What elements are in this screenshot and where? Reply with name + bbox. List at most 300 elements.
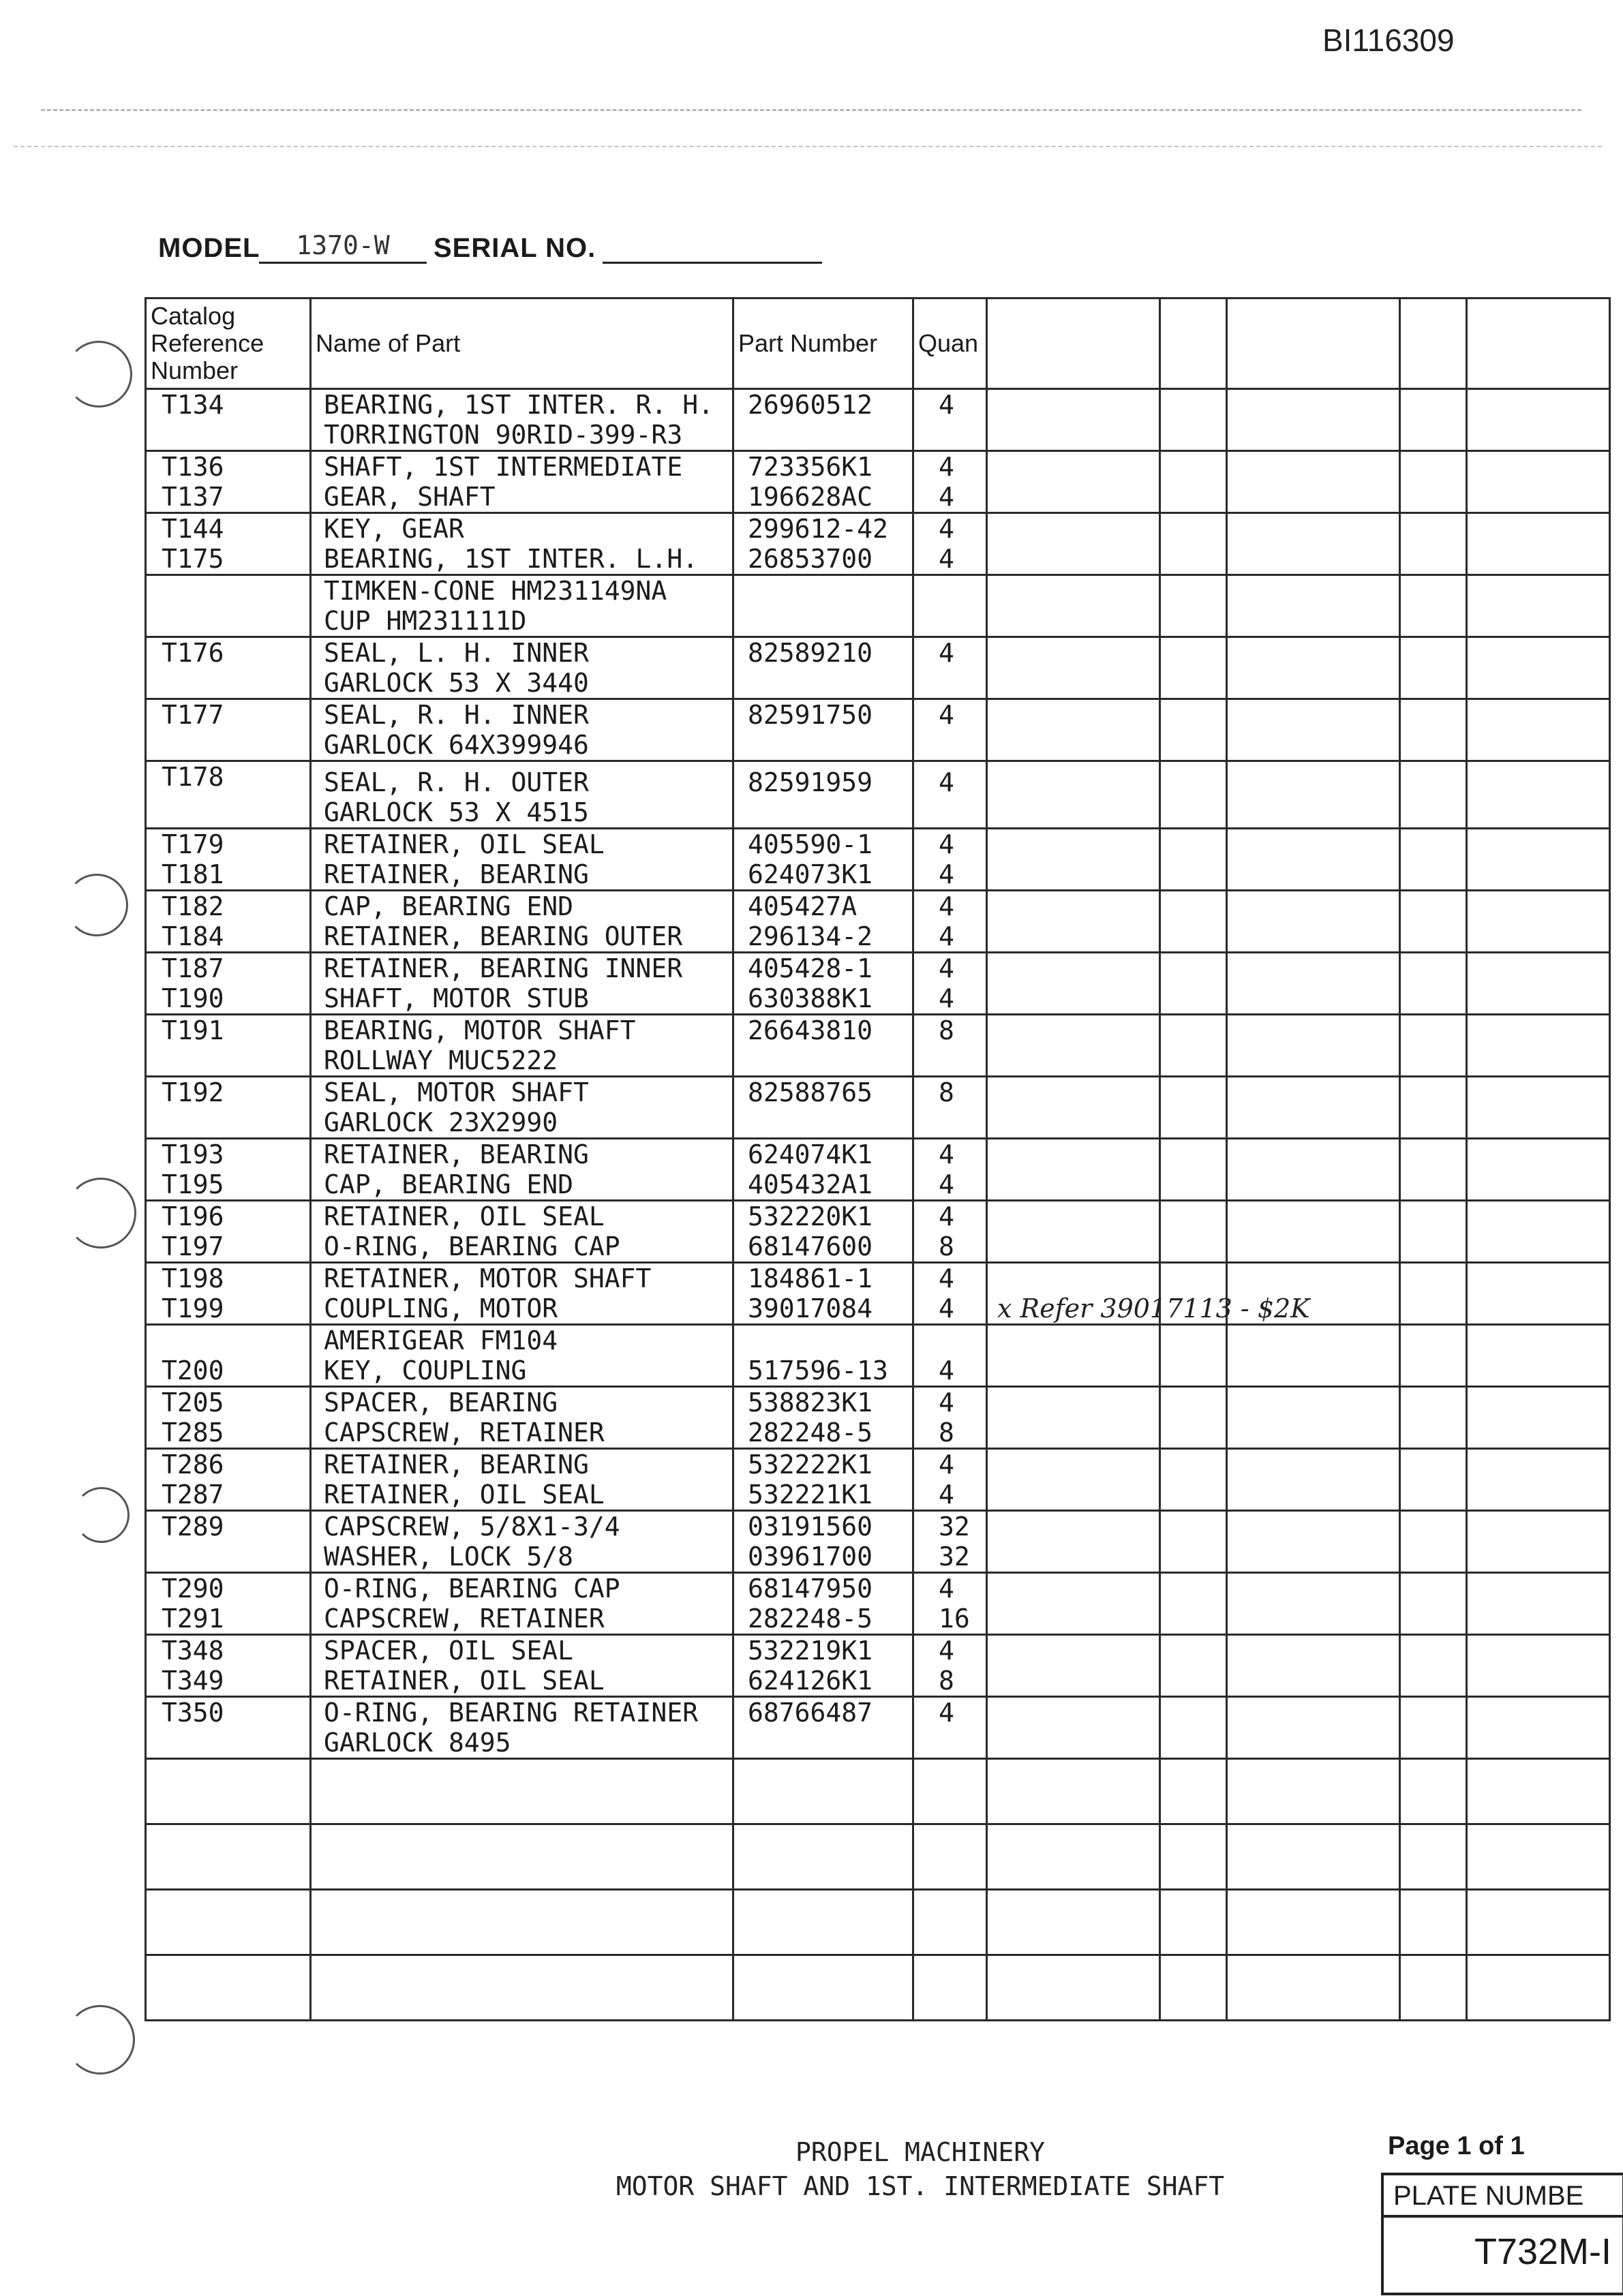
cell-blank: [1160, 1635, 1227, 1697]
cell-blank: [1400, 1325, 1467, 1387]
cell-ref: [146, 829, 311, 891]
cell-blank: [1400, 1697, 1467, 1759]
ref-text: T287: [162, 1480, 224, 1510]
cell-blank: [1467, 575, 1610, 637]
name-text: O-RING, BEARING RETAINER: [324, 1698, 699, 1728]
cell-name: [311, 699, 733, 761]
qty-text: 4: [939, 482, 954, 512]
part-text: 184861-1: [748, 1264, 873, 1294]
table-row: [146, 575, 1610, 637]
cell-blank: [1160, 575, 1227, 637]
part-text: 405432A1: [748, 1169, 873, 1199]
cell-blank: [1467, 1511, 1610, 1573]
cell-blank: [1467, 1263, 1610, 1325]
qty-text: 8: [939, 1666, 954, 1696]
table-row: [146, 513, 1610, 575]
qty-text: 4: [939, 1574, 954, 1604]
name-text: GARLOCK 53 X 4515: [324, 797, 589, 827]
header-blank: [1160, 299, 1227, 389]
cell-blank: [1227, 1015, 1400, 1077]
part-text: 68147950: [748, 1574, 873, 1604]
cell-blank: [1400, 761, 1467, 829]
cell-blank: [1400, 389, 1467, 451]
cell-part: [733, 1325, 913, 1387]
hole-punch-mark: [65, 874, 128, 936]
cell-blank: [146, 1955, 311, 2021]
ref-text: T181: [162, 859, 224, 889]
name-text: TIMKEN-CONE HM231149NA: [324, 576, 667, 606]
name-text: RETAINER, BEARING: [324, 1139, 589, 1169]
ref-text: T290: [162, 1574, 224, 1604]
cell-blank: [1467, 1201, 1610, 1263]
part-text: 26643810: [748, 1015, 873, 1045]
cell-blank: [1160, 1824, 1227, 1890]
name-text: RETAINER, OIL SEAL: [324, 1666, 605, 1696]
cell-name: [311, 1139, 733, 1201]
table-row: [146, 1325, 1610, 1387]
cell-blank: [1227, 513, 1400, 575]
ref-text: T136: [162, 452, 224, 482]
cell-blank: [1400, 513, 1467, 575]
table-header-row: [146, 299, 1610, 389]
cell-qty: [913, 1387, 987, 1449]
cell-blank: [1467, 1077, 1610, 1139]
name-text: SPACER, OIL SEAL: [324, 1636, 574, 1666]
cell-blank: [1160, 1077, 1227, 1139]
cell-ref: [146, 699, 311, 761]
cell-blank: [1400, 1511, 1467, 1573]
cell-qty: [913, 389, 987, 451]
ref-text: T187: [162, 953, 224, 983]
plate-number-value: T732M-I: [1474, 2231, 1611, 2272]
cell-blank: [1400, 829, 1467, 891]
cell-name: [311, 891, 733, 953]
table-row: [146, 891, 1610, 953]
name-text: RETAINER, BEARING: [324, 859, 589, 889]
cell-part: [733, 389, 913, 451]
part-text: 532219K1: [748, 1636, 873, 1666]
part-text: 624073K1: [748, 859, 873, 889]
cell-name: [311, 1387, 733, 1449]
part-text: 03961700: [748, 1542, 873, 1572]
ref-text: T289: [162, 1512, 224, 1542]
part-text: 630388K1: [748, 983, 873, 1013]
ref-text: T190: [162, 983, 224, 1013]
qty-text: 4: [939, 514, 954, 544]
cell-blank: [146, 1824, 311, 1890]
cell-blank: [987, 1511, 1160, 1573]
cell-blank: [1160, 513, 1227, 575]
cell-name: [311, 1573, 733, 1635]
cell-blank: [1227, 451, 1400, 513]
name-text: SEAL, R. H. INNER: [324, 700, 589, 730]
cell-ref: [146, 1325, 311, 1387]
cell-part: [733, 1511, 913, 1573]
qty-text: 4: [939, 1636, 954, 1666]
cell-blank: [1160, 1387, 1227, 1449]
cell-blank: [733, 1955, 913, 2021]
cell-blank: [1467, 829, 1610, 891]
cell-part: [733, 1139, 913, 1201]
cell-blank: [987, 699, 1160, 761]
cell-blank: [1400, 891, 1467, 953]
ref-text: T137: [162, 482, 224, 512]
cell-blank: [1160, 637, 1227, 699]
cell-blank: [1227, 1387, 1400, 1449]
name-text: GARLOCK 64X399946: [324, 730, 589, 760]
table-row: [146, 699, 1610, 761]
part-text: 26853700: [748, 544, 873, 574]
qty-text: 4: [939, 1698, 954, 1728]
cell-blank: [1227, 1955, 1400, 2021]
header-blank: [1400, 299, 1467, 389]
ref-text: T182: [162, 891, 224, 921]
cell-part: [733, 1387, 913, 1449]
ref-text: T199: [162, 1294, 224, 1323]
cell-blank: [1160, 451, 1227, 513]
cell-qty: [913, 891, 987, 953]
qty-text: 32: [939, 1512, 970, 1542]
cell-ref: [146, 1077, 311, 1139]
model-value: 1370-W: [259, 230, 427, 264]
cell-part: [733, 829, 913, 891]
cell-part: [733, 891, 913, 953]
cell-blank: [913, 1824, 987, 1890]
cell-blank: [1227, 829, 1400, 891]
cell-blank: [987, 1955, 1160, 2021]
cell-blank: [987, 1449, 1160, 1511]
cell-qty: [913, 1635, 987, 1697]
table-row: [146, 1511, 1610, 1573]
table-row: [146, 761, 1610, 829]
name-text: RETAINER, MOTOR SHAFT: [324, 1264, 652, 1294]
cell-ref: [146, 1697, 311, 1759]
cell-ref: [146, 389, 311, 451]
cell-ref: [146, 1573, 311, 1635]
name-text: TORRINGTON 90RID-399-R3: [324, 420, 683, 450]
scan-artifact-line: [14, 146, 1602, 147]
cell-blank: [1400, 1824, 1467, 1890]
table-row: [146, 1449, 1610, 1511]
cell-blank: [1227, 1573, 1400, 1635]
cell-blank: [1467, 1824, 1610, 1890]
name-text: AMERIGEAR FM104: [324, 1326, 558, 1356]
qty-text: 4: [939, 390, 954, 420]
cell-qty: [913, 1263, 987, 1325]
cell-blank: [987, 513, 1160, 575]
name-text: KEY, GEAR: [324, 514, 464, 544]
name-text: RETAINER, BEARING: [324, 1450, 589, 1480]
empty-table-row: [146, 1759, 1610, 1824]
cell-blank: [1227, 761, 1400, 829]
cell-blank: [311, 1890, 733, 1955]
qty-text: 8: [939, 1015, 954, 1045]
cell-blank: [1227, 1824, 1400, 1890]
cell-part: [733, 637, 913, 699]
cell-blank: [1400, 1077, 1467, 1139]
cell-ref: [146, 1449, 311, 1511]
name-text: RETAINER, OIL SEAL: [324, 829, 605, 859]
plate-number-box: [1381, 2173, 1623, 2295]
cell-qty: [913, 1139, 987, 1201]
page-indicator: Page 1 of 1: [1388, 2132, 1525, 2160]
cell-blank: [1160, 1449, 1227, 1511]
empty-table-row: [146, 1955, 1610, 2021]
hole-punch-mark: [65, 2005, 135, 2075]
name-text: GEAR, SHAFT: [324, 482, 496, 512]
header-quantity: Quan: [913, 299, 987, 389]
cell-blank: [1160, 1955, 1227, 2021]
ref-text: T291: [162, 1604, 224, 1634]
name-text: SEAL, L. H. INNER: [324, 638, 589, 668]
cell-blank: [146, 1759, 311, 1824]
qty-text: 4: [939, 452, 954, 482]
cell-blank: [1227, 1077, 1400, 1139]
cell-ref: [146, 761, 311, 829]
document-id: BI116309: [1322, 22, 1455, 58]
ref-text: T198: [162, 1264, 224, 1294]
cell-blank: [1467, 1015, 1610, 1077]
cell-blank: [1400, 1573, 1467, 1635]
cell-name: [311, 637, 733, 699]
cell-blank: [1400, 1635, 1467, 1697]
cell-blank: [1400, 953, 1467, 1015]
name-text: BEARING, MOTOR SHAFT: [324, 1015, 636, 1045]
cell-blank: [1160, 1890, 1227, 1955]
qty-text: 4: [939, 1264, 954, 1294]
qty-text: 4: [939, 1139, 954, 1169]
cell-part: [733, 513, 913, 575]
cell-blank: [1467, 389, 1610, 451]
cell-part: [733, 451, 913, 513]
plate-number-label: PLATE NUMBE: [1384, 2175, 1622, 2218]
cell-blank: [987, 1890, 1160, 1955]
cell-blank: [1160, 1201, 1227, 1263]
name-text: RETAINER, OIL SEAL: [324, 1201, 605, 1231]
cell-blank: [1467, 1759, 1610, 1824]
part-text: 532222K1: [748, 1450, 873, 1480]
qty-text: 4: [939, 1201, 954, 1231]
qty-text: 4: [939, 1450, 954, 1480]
cell-name: [311, 1015, 733, 1077]
cell-qty: [913, 451, 987, 513]
cell-blank: [1160, 1139, 1227, 1201]
name-text: CAP, BEARING END: [324, 1169, 574, 1199]
name-text: O-RING, BEARING CAP: [324, 1231, 620, 1261]
empty-table-row: [146, 1824, 1610, 1890]
part-text: 82588765: [748, 1077, 873, 1107]
cell-blank: [1467, 1139, 1610, 1201]
qty-text: 4: [939, 767, 954, 797]
part-text: 624074K1: [748, 1139, 873, 1169]
cell-blank: [1467, 1573, 1610, 1635]
part-text: 39017084: [748, 1294, 873, 1323]
name-text: RETAINER, BEARING INNER: [324, 953, 683, 983]
qty-text: 4: [939, 1480, 954, 1510]
name-text: COUPLING, MOTOR: [324, 1294, 558, 1323]
cell-qty: [913, 1449, 987, 1511]
part-text: 196628AC: [748, 482, 873, 512]
table-row: [146, 637, 1610, 699]
cell-blank: [1400, 1139, 1467, 1201]
cell-blank: [1400, 699, 1467, 761]
header-part-number: Part Number: [733, 299, 913, 389]
cell-qty: [913, 1201, 987, 1263]
cell-name: [311, 575, 733, 637]
name-text: ROLLWAY MUC5222: [324, 1045, 558, 1075]
footer-subtitle: MOTOR SHAFT AND 1ST. INTERMEDIATE SHAFT: [616, 2171, 1225, 2201]
name-text: KEY, COUPLING: [324, 1356, 527, 1386]
cell-qty: [913, 1325, 987, 1387]
cell-qty: [913, 953, 987, 1015]
cell-ref: [146, 1139, 311, 1201]
qty-text: 4: [939, 1294, 954, 1323]
qty-text: 4: [939, 544, 954, 574]
part-text: 723356K1: [748, 452, 873, 482]
cell-blank: [1160, 761, 1227, 829]
cell-name: [311, 1449, 733, 1511]
cell-name: [311, 513, 733, 575]
ref-text: T350: [162, 1698, 224, 1728]
cell-name: [311, 1325, 733, 1387]
part-text: 532221K1: [748, 1480, 873, 1510]
cell-blank: [1467, 451, 1610, 513]
cell-blank: [1160, 389, 1227, 451]
ref-text: T175: [162, 544, 224, 574]
name-text: BEARING, 1ST INTER. R. H.: [324, 390, 714, 420]
cell-part: [733, 1635, 913, 1697]
qty-text: 8: [939, 1231, 954, 1261]
cell-blank: [1227, 699, 1400, 761]
part-text: 299612-42: [748, 514, 888, 544]
ref-text: T285: [162, 1418, 224, 1448]
cell-ref: [146, 1511, 311, 1573]
ref-text: T177: [162, 700, 224, 730]
cell-blank: [1400, 575, 1467, 637]
cell-blank: [1227, 1139, 1400, 1201]
cell-blank: [1467, 1449, 1610, 1511]
ref-text: T193: [162, 1139, 224, 1169]
cell-blank: [1227, 1449, 1400, 1511]
cell-blank: [146, 1890, 311, 1955]
cell-ref: [146, 953, 311, 1015]
cell-blank: [1467, 953, 1610, 1015]
cell-qty: [913, 829, 987, 891]
ref-text: T195: [162, 1169, 224, 1199]
cell-blank: [987, 1824, 1160, 1890]
cell-blank: [1400, 451, 1467, 513]
name-text: SHAFT, 1ST INTERMEDIATE: [324, 452, 683, 482]
qty-text: 4: [939, 829, 954, 859]
cell-ref: [146, 1015, 311, 1077]
ref-text: [147, 1326, 309, 1356]
cell-blank: [1160, 1573, 1227, 1635]
part-text: 68147600: [748, 1231, 873, 1261]
cell-ref: [146, 891, 311, 953]
cell-part: [733, 575, 913, 637]
ref-text: T134: [162, 390, 224, 420]
cell-blank: [1467, 891, 1610, 953]
qty-text: 4: [939, 1356, 954, 1386]
cell-blank: [1467, 1955, 1610, 2021]
cell-part: [733, 699, 913, 761]
cell-blank: [1400, 1955, 1467, 2021]
qty-text: 4: [939, 700, 954, 730]
cell-name: [311, 389, 733, 451]
qty-text: 4: [939, 1169, 954, 1199]
qty-text: 4: [939, 921, 954, 951]
parts-table-body: [146, 389, 1610, 2021]
cell-blank: [1160, 829, 1227, 891]
part-text: 405428-1: [748, 953, 873, 983]
cell-blank: [1160, 891, 1227, 953]
table-row: [146, 1139, 1610, 1201]
name-text: BEARING, 1ST INTER. L.H.: [324, 544, 699, 574]
cell-part: [733, 1697, 913, 1759]
table-row: [146, 389, 1610, 451]
cell-blank: [1400, 1449, 1467, 1511]
header-reference: Catalog Reference Number: [146, 299, 311, 389]
cell-blank: [1467, 761, 1610, 829]
ref-text: T184: [162, 921, 224, 951]
cell-blank: [987, 1263, 1310, 1325]
handwritten-note: x Refer 39017113 - $2K: [997, 1294, 1310, 1323]
cell-qty: [913, 1077, 987, 1139]
table-row: [146, 1263, 1610, 1325]
cell-blank: [987, 1201, 1160, 1263]
ref-text: T196: [162, 1201, 224, 1231]
ref-text: T205: [162, 1388, 224, 1418]
cell-qty: [913, 699, 987, 761]
name-text: SEAL, R. H. OUTER: [324, 767, 589, 797]
cell-blank: [987, 575, 1160, 637]
part-text: 82591959: [748, 767, 873, 797]
cell-name: [311, 451, 733, 513]
name-text: O-RING, BEARING CAP: [324, 1574, 620, 1604]
scan-artifact-line: [41, 109, 1581, 111]
name-text: CAP, BEARING END: [324, 891, 574, 921]
table-row: [146, 953, 1610, 1015]
cell-part: [733, 1077, 913, 1139]
cell-blank: [987, 451, 1160, 513]
cell-blank: [987, 1635, 1160, 1697]
cell-blank: [1227, 891, 1400, 953]
cell-blank: [987, 1139, 1160, 1201]
cell-part: [733, 1263, 913, 1325]
part-text: 282248-5: [748, 1604, 873, 1634]
name-text: RETAINER, OIL SEAL: [324, 1480, 605, 1510]
qty-text: [914, 1326, 986, 1356]
cell-blank: [1160, 1511, 1227, 1573]
ref-text: T178: [162, 762, 224, 792]
part-text: 405590-1: [748, 829, 873, 859]
cell-blank: [987, 1573, 1160, 1635]
cell-blank: [1160, 1697, 1227, 1759]
header-name: Name of Part: [311, 299, 733, 389]
part-text: 296134-2: [748, 921, 873, 951]
cell-part: [733, 1201, 913, 1263]
cell-blank: [1227, 1635, 1400, 1697]
cell-blank: [1467, 1697, 1610, 1759]
part-text: 538823K1: [748, 1388, 873, 1418]
name-text: CAPSCREW, 5/8X1-3/4: [324, 1512, 620, 1542]
cell-blank: [1160, 1015, 1227, 1077]
cell-part: [733, 1573, 913, 1635]
qty-text: 4: [939, 638, 954, 668]
header-blank: [987, 299, 1160, 389]
table-row: [146, 829, 1610, 891]
cell-blank: [1467, 1325, 1610, 1387]
